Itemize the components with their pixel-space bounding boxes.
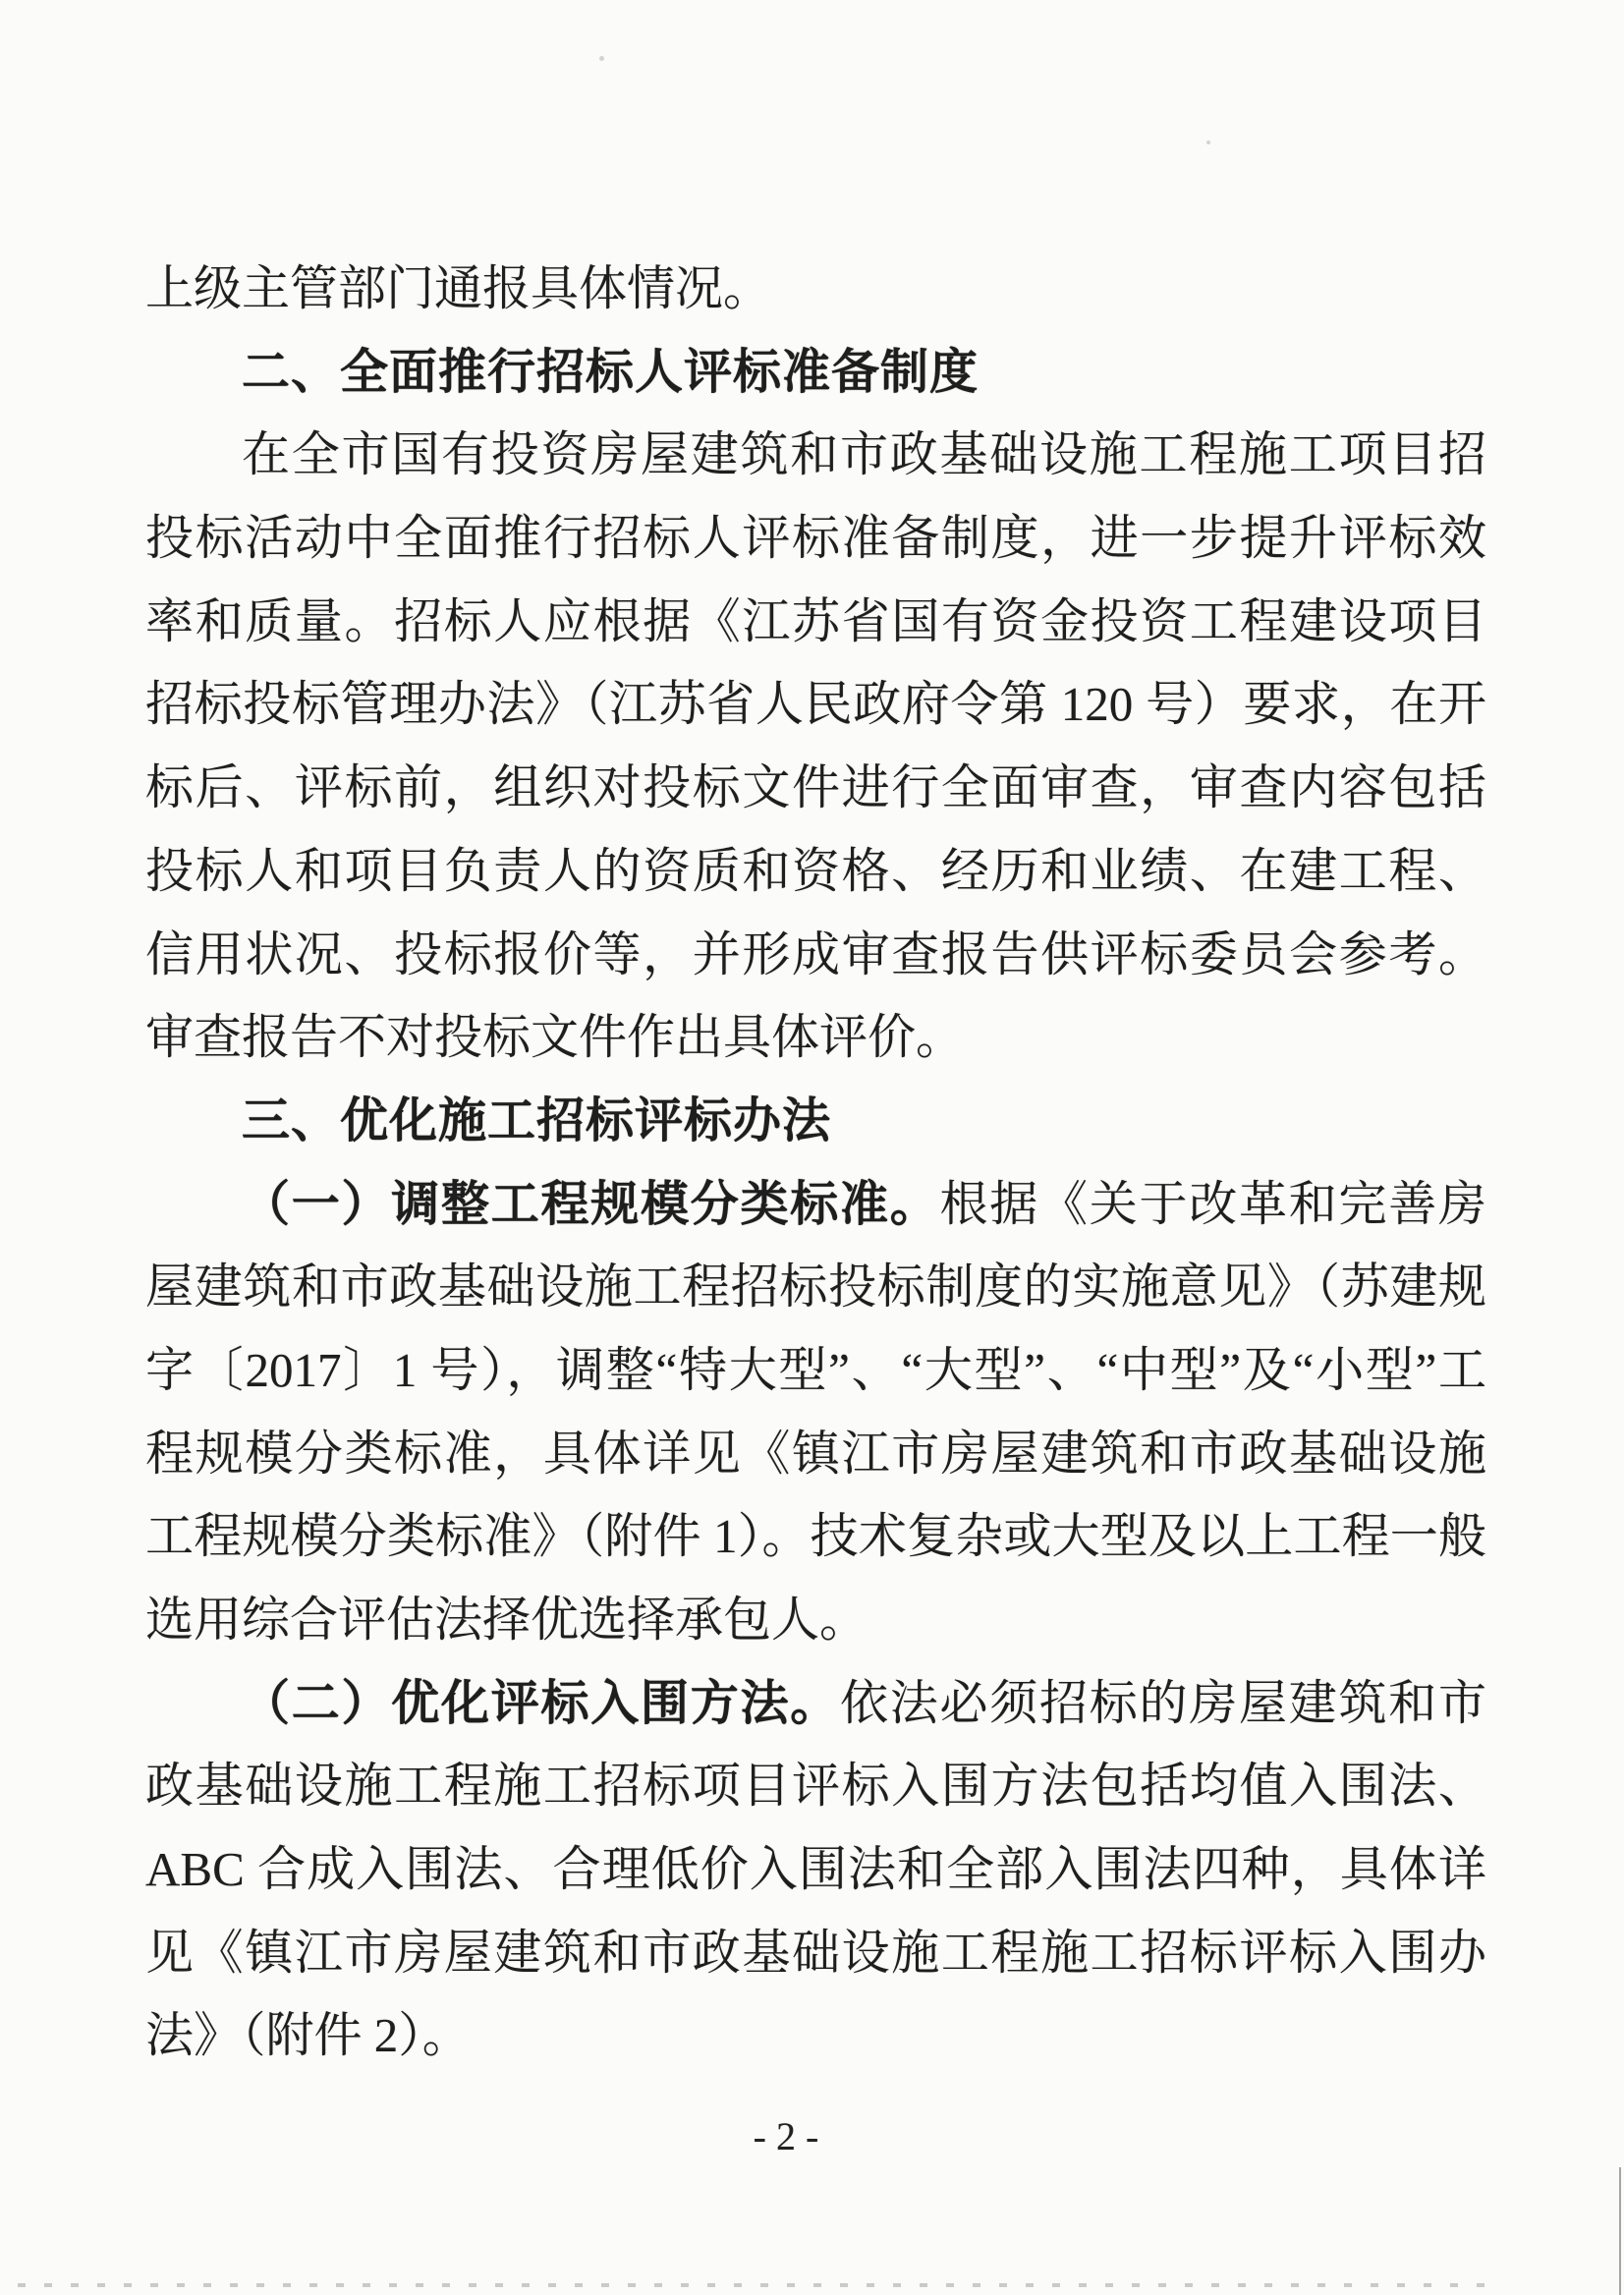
paragraph-line: 信用状况、投标报价等，并形成审查报告供评标委员会参考。 <box>145 926 1486 981</box>
paragraph-line: 工程规模分类标准》（附件 1）。技术复杂或大型及以上工程一般 <box>145 1509 1486 1564</box>
document-body <box>145 248 1486 2078</box>
scan-artifact-bottom-dots <box>18 2283 1491 2287</box>
paragraph-line: ABC 合成入围法、合理低价入围法和全部入围法四种，具体详 <box>145 1842 1486 1897</box>
paragraph-line: 率和质量。招标人应根据《江苏省国有资金投资工程建设项目 <box>145 593 1486 648</box>
paragraph-text: 根据《关于改革和完善房 <box>939 1176 1486 1231</box>
section-heading-3: 三、优化施工招标评标办法 <box>242 1093 832 1148</box>
subsection-title-1: （一）调整工程规模分类标准。 <box>242 1177 940 1231</box>
paragraph-line <box>145 1662 1486 1746</box>
paragraph-line: 标后、评标前，组织对投标文件进行全面审查，审查内容包括 <box>145 760 1486 815</box>
paragraph-line: 上级主管部门通报具体情况。 <box>145 261 772 315</box>
subsection-title-2: （二）优化评标入围方法。 <box>242 1676 840 1730</box>
paragraph-line: 审查报告不对投标文件作出具体评价。 <box>145 1010 965 1065</box>
paragraph-line: 招标投标管理办法》（江苏省人民政府令第 120 号）要求，在开 <box>145 677 1486 732</box>
paragraph-line <box>145 1163 1486 1247</box>
scan-noise-speck <box>1206 140 1210 144</box>
paragraph-line: 见《镇江市房屋建筑和市政基础设施工程施工招标评标入围办 <box>145 1925 1486 1980</box>
paragraph-text: 依法必须招标的房屋建筑和市 <box>840 1675 1486 1730</box>
paragraph-line: 在全市国有投资房屋建筑和市政基础设施工程施工项目招 <box>242 427 1486 482</box>
paragraph-line: 投标活动中全面推行招标人评标准备制度，进一步提升评标效 <box>145 511 1486 566</box>
paragraph-line: 法》（附件 2）。 <box>145 2008 471 2063</box>
paragraph-line: 政基础设施工程施工招标项目评标入围方法包括均值入围法、 <box>145 1759 1486 1814</box>
page-number: - 2 - <box>753 2114 819 2158</box>
scan-noise-speck <box>599 56 604 61</box>
paragraph-line: 投标人和项目负责人的资质和资格、经历和业绩、在建工程、 <box>145 843 1486 898</box>
scan-artifact-right-edge <box>1619 2167 1621 2295</box>
scan-noise-speck <box>511 1535 515 1539</box>
paragraph-line: 字〔2017〕1 号），调整“特大型”、“大型”、“中型”及“小型”工 <box>145 1342 1486 1397</box>
section-heading-2: 二、全面推行招标人评标准备制度 <box>242 345 980 399</box>
paragraph-line: 屋建筑和市政基础设施工程招标投标制度的实施意见》（苏建规 <box>145 1259 1486 1315</box>
paragraph-line: 选用综合评估法择优选择承包人。 <box>145 1593 868 1647</box>
paragraph-line: 程规模分类标准，具体详见《镇江市房屋建筑和市政基础设施 <box>145 1426 1486 1481</box>
